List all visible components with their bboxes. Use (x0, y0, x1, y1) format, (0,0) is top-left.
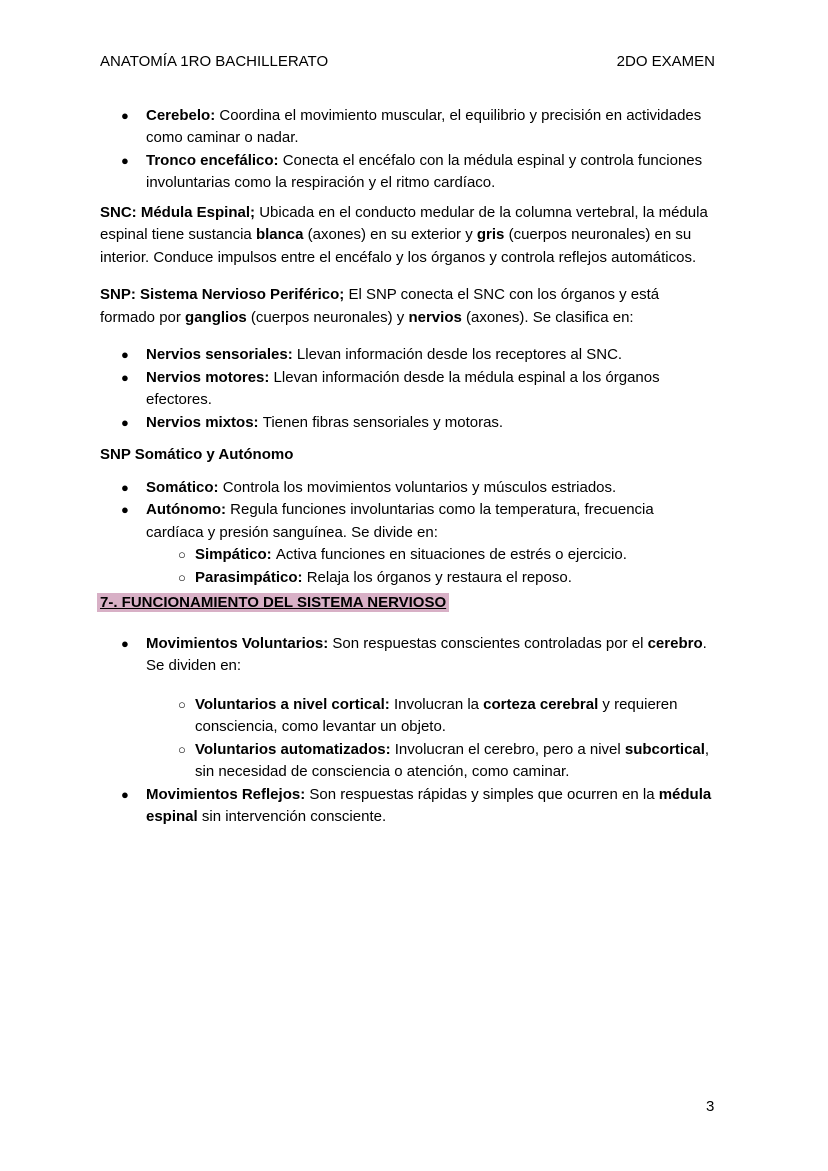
list-item-text: Autónomo: Regula funciones involuntarias como la temperatura, frecuencia cardíaca y presión sanguínea. Se divide en: (146, 501, 654, 541)
list-item (100, 344, 715, 367)
bullet-icon: ● (121, 502, 129, 517)
list-item-text: Movimientos Reflejos: Son respuestas rápidas y simples que ocurren en la médula espinal sin intervención consciente. (146, 785, 712, 825)
circle-bullet-icon: ○ (178, 696, 186, 712)
list-item (146, 567, 715, 590)
header-exam-label: 2DO EXAMEN (616, 53, 715, 70)
list-item-text: Nervios sensoriales: Llevan información desde los receptores al SNC. (146, 346, 623, 363)
list-item-text: Parasimpático: Relaja los órganos y restaura el reposo. (195, 568, 572, 586)
movements-list (100, 633, 715, 829)
page-header (100, 51, 715, 74)
bullet-icon: ● (121, 635, 129, 651)
nerve-types-list (100, 344, 715, 434)
list-item-text: Nervios motores: Llevan información desde la médula espinal a los órganos efectores. (146, 368, 660, 408)
bullet-icon: ● (121, 152, 129, 168)
paragraph-snp-sistema-nervioso-periferico: SNP: Sistema Nervioso Periférico; El SNP conecta el SNC con los órganos y está formado por ganglios (cuerpos neuronales) y nervios (axones). Se clasifica en: (100, 286, 660, 326)
list-item-text: Somático: Controla los movimientos voluntarios y músculos estriados. (146, 478, 617, 496)
list-item-text: Voluntarios automatizados: Involucran el cerebro, pero a nivel subcortical, sin necesidad de consciencia o atención, como caminar. (195, 740, 710, 780)
circle-bullet-icon: ○ (178, 569, 186, 585)
list-item (100, 477, 715, 500)
list-item (100, 105, 715, 150)
list-item-text: Nervios mixtos: Tienen fibras sensoriales y motoras. (146, 413, 504, 431)
paragraph-snc-medula-espinal: SNC: Médula Espinal; Ubicada en el conducto medular de la columna vertebral, la médula espinal tiene sustancia blanca (axones) en su exterior y gris (cuerpos neuronales) en su interior. Conduce impulsos entre el encéfalo y los órganos y controla reflejos automáticos. (100, 203, 708, 266)
bullet-icon: ● (121, 347, 129, 362)
voluntary-movements-sublist (146, 694, 715, 784)
list-item-text: Simpático: Activa funciones en situaciones de estrés o ejercicio. (195, 546, 627, 563)
list-item (100, 499, 715, 589)
page-content (100, 51, 715, 829)
bullet-icon: ● (121, 786, 129, 802)
circle-bullet-icon: ○ (178, 547, 186, 562)
header-course-title: ANATOMÍA 1RO BACHILLERATO (100, 53, 329, 70)
brain-structures-list (100, 105, 715, 195)
list-item (100, 412, 715, 435)
somatic-autonomic-list (100, 477, 715, 590)
bullet-icon: ● (121, 107, 129, 123)
page-number: 3 (706, 1098, 715, 1115)
section-heading-row (97, 592, 715, 615)
list-item (100, 784, 715, 829)
bullet-icon: ● (121, 479, 129, 495)
list-item (146, 739, 715, 784)
circle-bullet-icon: ○ (178, 741, 186, 757)
list-item (100, 367, 715, 412)
heading-funcionamiento-sistema-nervioso: 7-. FUNCIONAMIENTO DEL SISTEMA NERVIOSO (97, 593, 449, 612)
list-item-text: Voluntarios a nivel cortical: Involucran la corteza cerebral y requieren consciencia, como levantar un objeto. (195, 695, 678, 735)
list-item (146, 544, 715, 567)
bullet-icon: ● (121, 414, 129, 430)
autonomic-sublist (146, 544, 715, 589)
list-item (100, 150, 715, 195)
bullet-icon: ● (121, 369, 129, 385)
heading-snp-somatico-autonomo: SNP Somático y Autónomo (100, 446, 294, 463)
list-item-text: Cerebelo: Coordina el movimiento muscular, el equilibrio y precisión en actividades como caminar o nadar. (146, 106, 702, 146)
list-item (100, 633, 715, 784)
list-item (146, 694, 715, 739)
list-item-text: Tronco encefálico: Conecta el encéfalo con la médula espinal y controla funciones involuntarias como la respiración y el ritmo cardíaco. (146, 151, 703, 191)
list-item-text: Movimientos Voluntarios: Son respuestas conscientes controladas por el cerebro. Se dividen en: (146, 634, 707, 674)
